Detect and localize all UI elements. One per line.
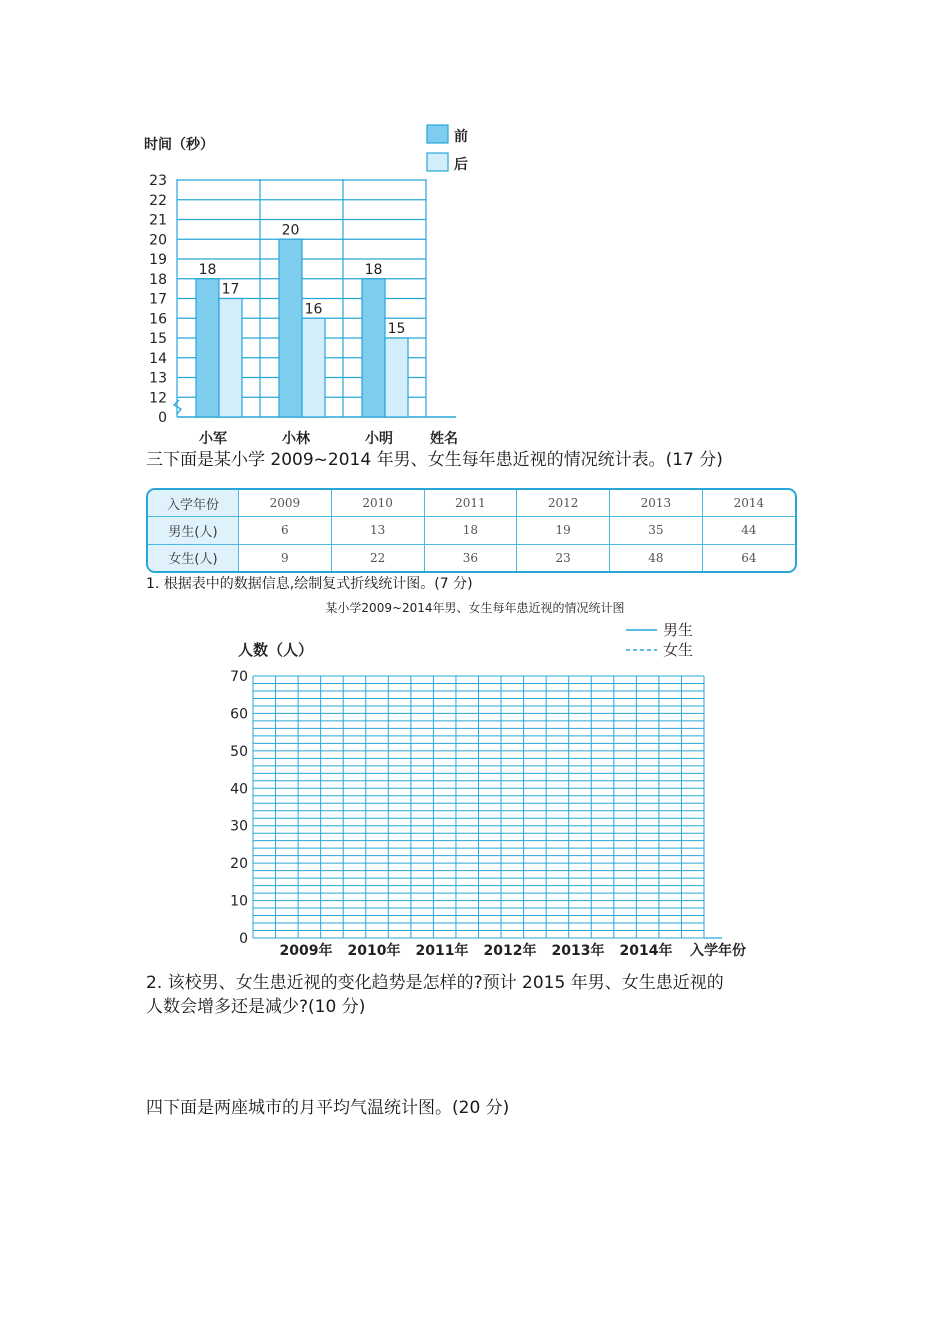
line-y-tick-label: 40	[230, 781, 248, 798]
line-y-tick-label: 0	[239, 931, 248, 947]
section4-heading: 四下面是两座城市的月平均气温统计图。(20 分)	[146, 1098, 510, 1118]
table-cell: 22	[331, 544, 424, 571]
question-2-line2: 人数会增多还是减少?(10 分)	[146, 997, 366, 1017]
table-row-label: 男生(人)	[148, 517, 239, 544]
question-2-line1: 2. 该校男、女生患近视的变化趋势是怎样的?预计 2015 年男、女生患近视的	[146, 973, 724, 993]
table-cell: 2013	[610, 490, 703, 517]
bar-category-label: 小林	[282, 431, 310, 447]
line-category-label: 2014年	[619, 943, 673, 959]
table-cell: 13	[331, 517, 424, 544]
bar-chart-ylabel: 时间（秒）	[144, 137, 214, 153]
table-cell: 18	[424, 517, 517, 544]
bar-y-tick-label: 17	[149, 291, 167, 308]
line-category-label: 2012年	[483, 943, 537, 959]
table-header-row	[148, 490, 795, 517]
table-cell: 2012	[517, 490, 610, 517]
bar-y-tick-label: 16	[149, 311, 167, 328]
bar-y-tick-label: 12	[149, 390, 167, 407]
table-cell: 2014	[702, 490, 795, 517]
line-chart-ylabel: 人数（人）	[238, 641, 314, 659]
bar-value-label: 20	[281, 222, 300, 239]
bar-chart-xlabel: 姓名	[430, 431, 458, 447]
line-y-tick-label: 30	[230, 818, 248, 835]
bar-y-tick-label: 19	[149, 252, 167, 268]
bar-y-tick-label: 21	[149, 212, 167, 229]
bar-y-tick-label: 18	[149, 271, 167, 288]
bar-y-tick-label: 15	[149, 331, 167, 347]
bar-chart	[0, 0, 950, 460]
bar-chart-legend	[427, 125, 468, 173]
bar-y-tick-label: 14	[149, 350, 167, 367]
myopia-table	[146, 488, 797, 573]
bar-category-label: 小明	[365, 431, 393, 447]
line-chart-xlabel: 入学年份	[690, 943, 746, 959]
bar	[219, 299, 242, 418]
line-y-tick-label: 50	[230, 743, 248, 760]
table-cell: 64	[702, 544, 795, 571]
line-chart-grid	[253, 676, 722, 938]
legend-label-before: 前	[454, 129, 468, 145]
bar-value-label: 15	[387, 321, 406, 337]
question-1: 1. 根据表中的数据信息,绘制复式折线统计图。(7 分)	[146, 576, 473, 590]
legend-swatch-after	[427, 153, 448, 171]
table-row-label: 入学年份	[148, 490, 239, 517]
table-row-label: 女生(人)	[148, 544, 239, 571]
section3-heading: 三下面是某小学 2009~2014 年男、女生每年患近视的情况统计表。(17 分)	[146, 450, 723, 470]
bar-value-label: 16	[304, 301, 323, 318]
table-cell: 6	[239, 517, 332, 544]
table-cell: 2009	[239, 490, 332, 517]
line-category-label: 2009年	[279, 943, 333, 959]
line-category-label: 2010年	[347, 943, 401, 959]
line-y-tick-label: 20	[230, 856, 248, 873]
line-y-tick-label: 10	[230, 893, 248, 910]
table-cell: 35	[610, 517, 703, 544]
legend-label-girls: 女生	[663, 641, 694, 659]
line-chart-y-ticks	[230, 669, 248, 947]
line-chart	[0, 595, 950, 965]
legend-label-after: 后	[454, 157, 468, 173]
bar-category-label: 小军	[199, 431, 227, 447]
line-chart-legend	[626, 621, 693, 659]
line-y-tick-label: 70	[230, 669, 248, 685]
bar	[302, 318, 325, 417]
table-row	[148, 544, 795, 571]
table-cell: 19	[517, 517, 610, 544]
line-y-tick-label: 60	[230, 706, 248, 723]
bar	[362, 279, 385, 417]
bar-chart-bars	[196, 222, 408, 417]
legend-label-boys: 男生	[663, 621, 694, 639]
table-cell: 48	[610, 544, 703, 571]
bar-y-tick-label: 0	[158, 410, 167, 426]
bar-y-tick-label: 13	[149, 370, 167, 387]
bar-chart-y-ticks	[149, 173, 167, 426]
bar-y-tick-label: 22	[149, 192, 167, 209]
table-row	[148, 517, 795, 544]
line-category-label: 2011年	[415, 943, 469, 959]
table-cell: 23	[517, 544, 610, 571]
line-chart-title: 某小学2009~2014年男、女生每年患近视的情况统计图	[325, 601, 625, 615]
table-cell: 2011	[424, 490, 517, 517]
bar-chart-categories	[199, 430, 393, 447]
bar-y-tick-label: 23	[149, 173, 167, 189]
bar-value-label: 18	[198, 261, 217, 278]
table-cell: 9	[239, 544, 332, 571]
bar	[279, 239, 302, 417]
table-cell: 44	[702, 517, 795, 544]
bar-value-label: 17	[221, 281, 240, 298]
line-chart-categories	[280, 942, 673, 959]
table-cell: 36	[424, 544, 517, 571]
line-category-label: 2013年	[551, 943, 605, 959]
legend-swatch-before	[427, 125, 448, 143]
table-cell: 2010	[331, 490, 424, 517]
bar-y-tick-label: 20	[149, 232, 167, 249]
bar	[385, 338, 408, 417]
bar-value-label: 18	[364, 261, 383, 278]
bar	[196, 279, 219, 417]
